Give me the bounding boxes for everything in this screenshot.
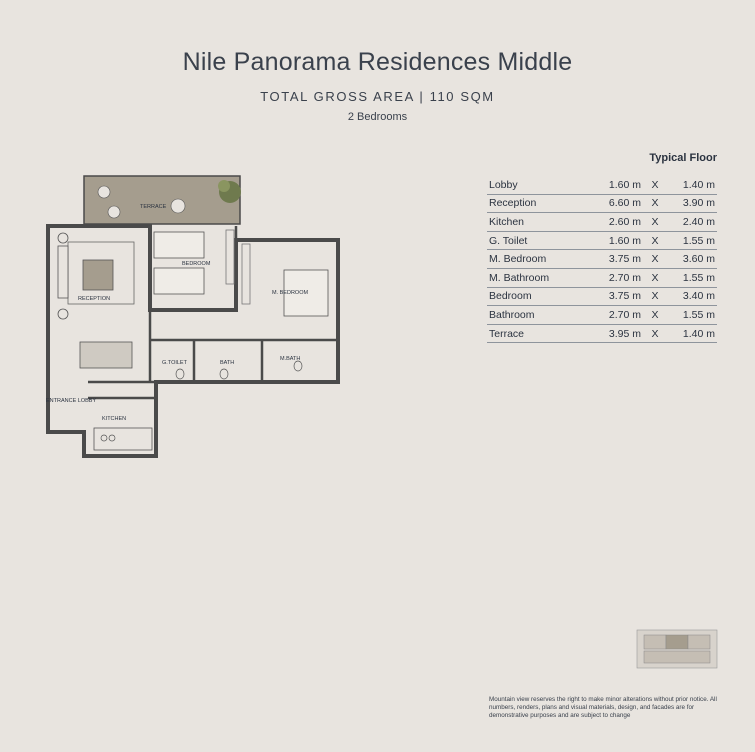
room-row [487, 231, 717, 250]
room-name: G. Toilet [487, 231, 593, 250]
room-length: 3.75 m [593, 287, 641, 306]
room-row [487, 324, 717, 343]
m-bedroom-label: M. BEDROOM [272, 290, 309, 296]
room-length: 2.70 m [593, 306, 641, 325]
room-dimensions-table [487, 176, 717, 343]
room-name: Kitchen [487, 213, 593, 232]
room-row [487, 176, 717, 194]
room-row [487, 287, 717, 306]
master-bedroom-furniture [242, 244, 328, 316]
chair-icon [98, 186, 110, 198]
bedroom-furniture [154, 230, 234, 294]
room-name: Bedroom [487, 287, 593, 306]
room-length: 3.75 m [593, 250, 641, 269]
room-name: Lobby [487, 176, 593, 194]
room-width: 2.40 m [669, 213, 717, 232]
toilet-icon [220, 369, 228, 379]
room-separator: X [641, 213, 669, 232]
room-width: 1.40 m [669, 176, 717, 194]
room-width: 3.90 m [669, 194, 717, 213]
room-width: 3.40 m [669, 287, 717, 306]
bedroom-count: 2 Bedrooms [347, 111, 408, 123]
chair-icon [171, 199, 185, 213]
room-length: 3.95 m [593, 324, 641, 343]
room-length: 2.60 m [593, 213, 641, 232]
room-width: 1.55 m [669, 268, 717, 287]
key-plan [636, 629, 718, 669]
sofa-icon [58, 246, 68, 298]
room-row [487, 213, 717, 232]
room-name: Terrace [487, 324, 593, 343]
room-width: 3.60 m [669, 250, 717, 269]
room-separator: X [641, 250, 669, 269]
room-name: Bathroom [487, 306, 593, 325]
wardrobe-icon [226, 230, 234, 284]
disclaimer: Mountain view reserves the right to make minor alterations without prior notice. All numbers, renders, plans and visual materials, design, and facades are for demonstrative purposes and are subject to change [489, 696, 717, 720]
room-separator: X [641, 231, 669, 250]
room-separator: X [641, 287, 669, 306]
room-row [487, 268, 717, 287]
room-separator: X [641, 324, 669, 343]
floor-plan [40, 170, 360, 462]
toilet-icon [294, 361, 302, 371]
bed-icon [154, 268, 204, 294]
stove-icon [101, 435, 107, 441]
kitchen-label: KITCHEN [102, 416, 127, 422]
room-name: Reception [487, 194, 593, 213]
kitchen-furniture [46, 398, 152, 450]
toilet-icon [176, 369, 184, 379]
room-row [487, 250, 717, 269]
room-width: 1.55 m [669, 306, 717, 325]
room-name: M. Bedroom [487, 250, 593, 269]
g-toilet-label: G.TOILET [162, 360, 187, 366]
floor-label: Typical Floor [649, 152, 717, 164]
terrace [84, 176, 241, 224]
reception-furniture [58, 233, 134, 368]
room-length: 2.70 m [593, 268, 641, 287]
terrace-label: TERRACE [140, 204, 167, 210]
chair-icon [108, 206, 120, 218]
room-row [487, 306, 717, 325]
room-width: 1.55 m [669, 231, 717, 250]
room-separator: X [641, 268, 669, 287]
room-separator: X [641, 306, 669, 325]
room-separator: X [641, 176, 669, 194]
bed-icon [154, 232, 204, 258]
bathrooms [162, 356, 302, 379]
gross-area: TOTAL GROSS AREA | 110 SQM [260, 89, 495, 104]
dining-table-icon [80, 342, 132, 368]
room-separator: X [641, 194, 669, 213]
page-title: Nile Panorama Residences Middle [182, 48, 573, 76]
wardrobe-icon [242, 244, 250, 304]
room-width: 1.40 m [669, 324, 717, 343]
reception-label: RECEPTION [78, 296, 111, 302]
bedroom-label: BEDROOM [182, 261, 211, 267]
room-row [487, 194, 717, 213]
room-length: 6.60 m [593, 194, 641, 213]
room-length: 1.60 m [593, 176, 641, 194]
entrance-lobby-label: ENTRANCE LOBBY [46, 398, 97, 404]
room-length: 1.60 m [593, 231, 641, 250]
bath-label: BATH [220, 360, 235, 366]
room-name: M. Bathroom [487, 268, 593, 287]
m-bath-label: M.BATH [280, 356, 301, 362]
